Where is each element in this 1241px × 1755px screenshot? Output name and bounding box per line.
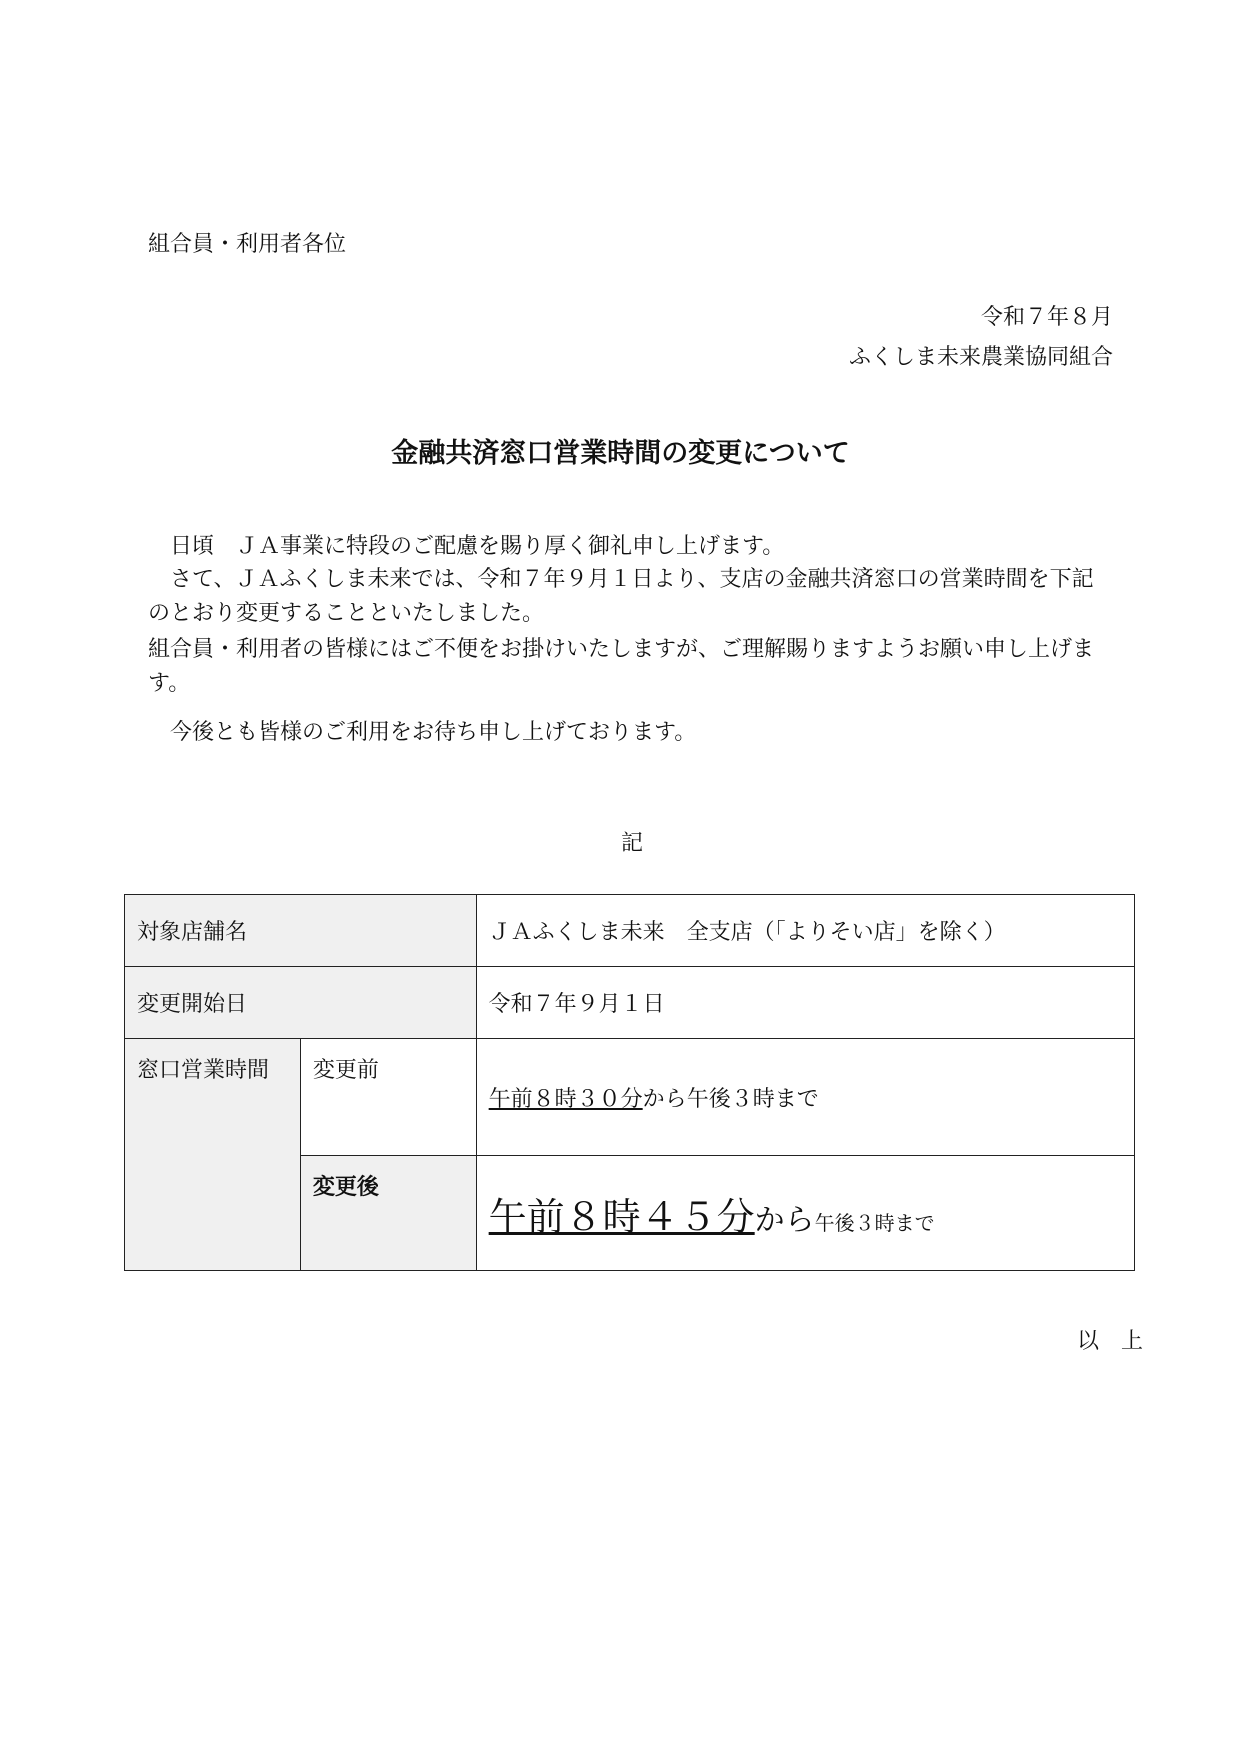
ki-heading: 記 — [620, 831, 643, 856]
paragraph-apology: 組合員・利用者の皆様にはご不便をお掛けいたしますが、ご理解賜りますようお願い申し上げます。 — [148, 637, 1095, 696]
before-label: 変更前 — [300, 1039, 476, 1156]
before-connector: から — [642, 1086, 687, 1112]
issuer-name: ふくしま未来農業協同組合 — [848, 345, 1113, 370]
notice-date: 令和７年８月 — [980, 305, 1113, 330]
hours-label: 窓口営業時間 — [125, 1039, 301, 1271]
after-label: 変更後 — [300, 1156, 476, 1271]
start-date-value: 令和７年９月１日 — [476, 967, 1134, 1039]
target-store-value: ＪＡふくしま未来 全支店（「よりそい店」を除く） — [476, 895, 1134, 967]
table-row — [125, 967, 1135, 1039]
start-date-label: 変更開始日 — [125, 967, 477, 1039]
paragraph-closing-remark: 今後とも皆様のご利用をお待ち申し上げております。 — [148, 720, 697, 745]
change-details-table — [124, 894, 1135, 1271]
target-store-label: 対象店舗名 — [125, 895, 477, 967]
paragraph-announcement: さて、ＪＡふくしま未来では、令和７年９月１日より、支店の金融共済窓口の営業時間を下記のとおり変更することといたしました。 — [148, 567, 1094, 626]
before-hours-value — [476, 1039, 1134, 1156]
after-start-time: 午前８時４５分 — [488, 1194, 755, 1239]
table-row — [125, 895, 1135, 967]
after-hours-value — [476, 1156, 1134, 1271]
after-end-time: 午後３時まで — [814, 1210, 935, 1235]
before-end-time: 午後３時まで — [686, 1086, 819, 1112]
before-start-time: 午前８時３０分 — [488, 1086, 643, 1112]
after-connector: から — [754, 1202, 815, 1238]
table-row — [125, 1039, 1135, 1156]
notice-title: 金融共済窓口営業時間の変更について — [391, 438, 850, 469]
closing-ijo: 以 上 — [1076, 1329, 1143, 1354]
paragraph-greeting: 日頃 ＪＡ事業に特段のご配慮を賜り厚く御礼申し上げます。 — [148, 534, 785, 559]
addressee: 組合員・利用者各位 — [148, 232, 347, 257]
